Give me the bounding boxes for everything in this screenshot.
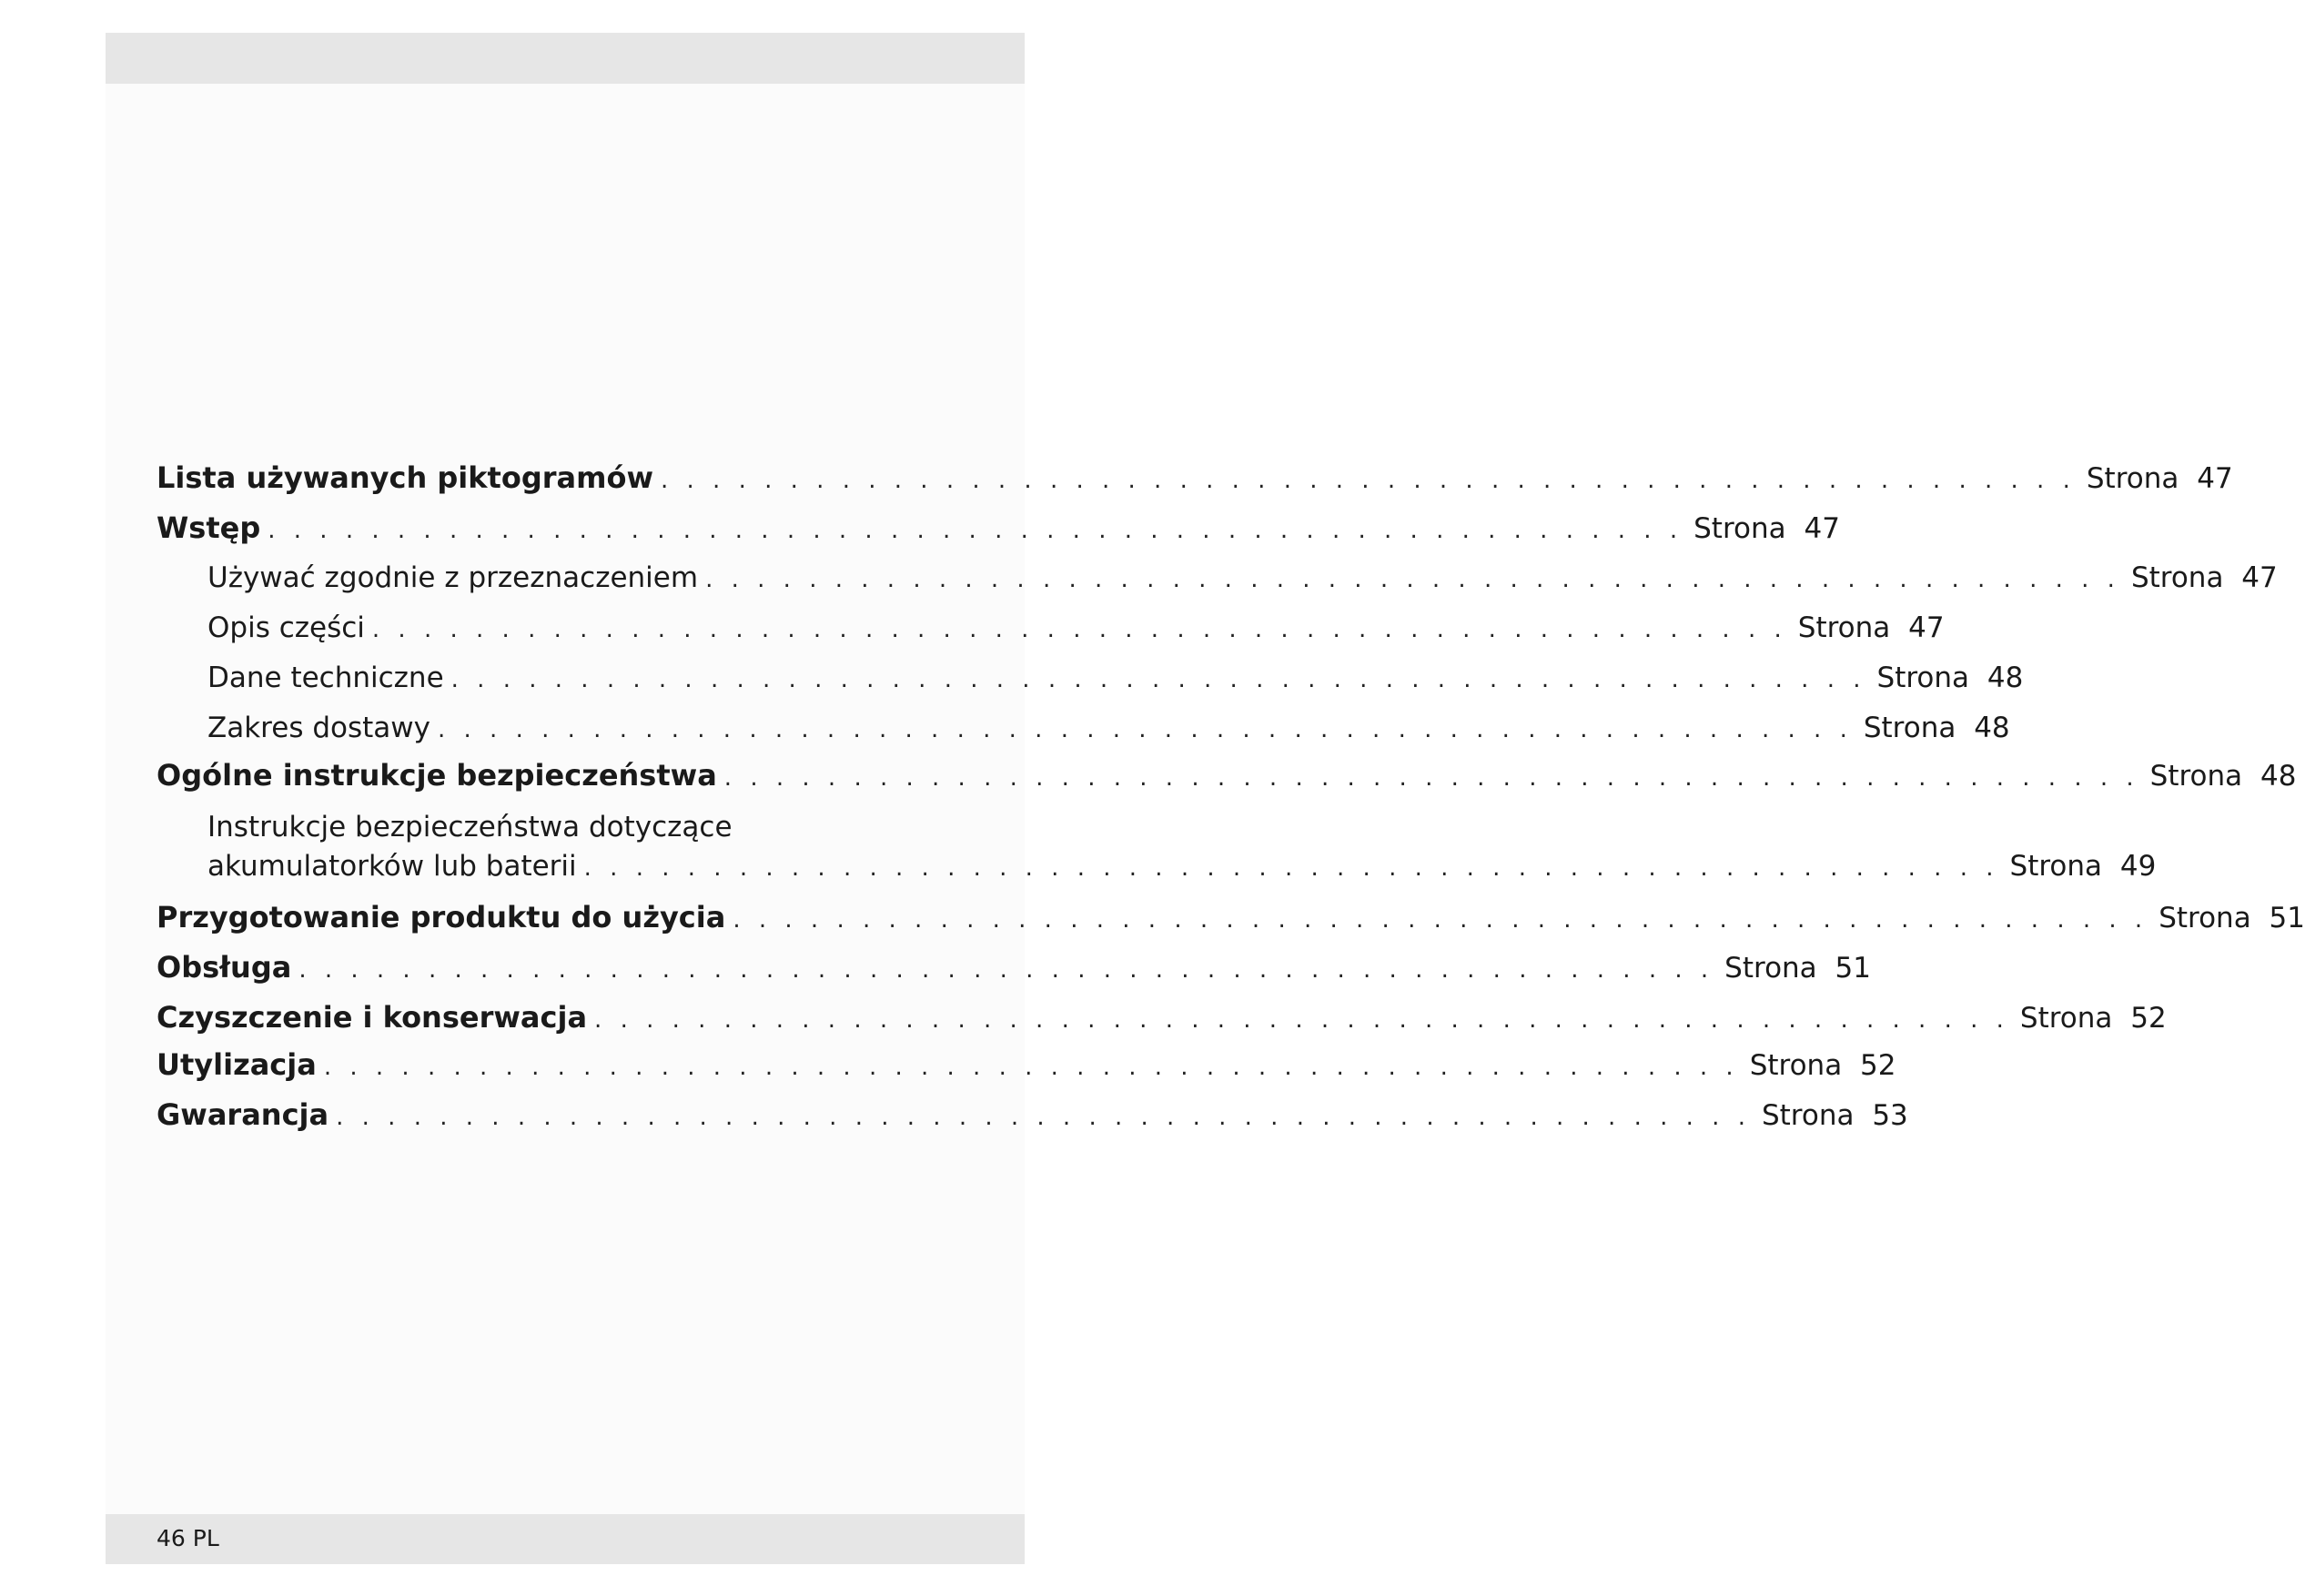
page-number: 46 PL [157,1525,219,1551]
toc-entry-page: Strona 47 [1797,611,1945,644]
toc-entry[interactable] [157,1095,1908,1135]
toc-entry[interactable] [157,1045,1896,1085]
toc-entry-title: Obsługa [157,950,292,985]
toc-leader-dots: . . . . . . . . . . . . . . . . . . . . . . . . . . . . . . . . . . . . . . . . . . . . . . . . . . . . . . . [723,764,2139,792]
page-background [106,33,1025,1564]
toc-leader-dots: . . . . . . . . . . . . . . . . . . . . . . . . . . . . . . . . . . . . . . . . . . . . . . . . . . . . . . . [583,854,1999,882]
toc-entry[interactable] [157,897,2305,937]
toc-entry[interactable] [157,458,2233,498]
toc-entry[interactable] [157,755,2297,795]
toc-entry-title: Dane techniczne [207,662,444,694]
toc-leader-dots: . . . . . . . . . . . . . . . . . . . . . . . . . . . . . . . . . . . . . . . . . . . . . . . . . . . . . . . [661,467,2076,494]
toc-subentry[interactable] [207,708,2010,748]
toc-entry-page: Strona 48 [2149,760,2297,793]
footer-bar [106,1514,1025,1564]
toc-entry-page: Strona 52 [2019,1002,2167,1035]
toc-entry[interactable] [157,947,1871,987]
toc-entry-page: Strona 53 [1761,1099,1908,1132]
toc-entry-page: Strona 51 [2158,902,2305,934]
toc-entry-page: Strona 47 [1693,512,1840,545]
toc-entry-title: Opis części [207,611,365,644]
toc-subentry[interactable] [207,846,2157,886]
header-bar [106,33,1025,84]
toc-subentry[interactable] [207,658,2024,698]
toc-subentry[interactable] [207,608,1945,648]
toc-entry-title: Gwarancja [157,1097,329,1132]
toc-entry-page: Strona 51 [1724,952,1871,985]
toc-leader-dots: . . . . . . . . . . . . . . . . . . . . . . . . . . . . . . . . . . . . . . . . . . . . . . . . . . . . . . . [336,1104,1751,1131]
toc-leader-dots: . . . . . . . . . . . . . . . . . . . . . . . . . . . . . . . . . . . . . . . . . . . . . . . . . . . . . . . [733,906,2148,934]
toc-entry-title: akumulatorków lub baterii [207,850,577,883]
toc-entry-title: Zakres dostawy [207,712,430,744]
toc-entry-page: Strona 47 [2086,462,2233,495]
toc-entry-page: Strona 52 [1749,1049,1896,1082]
toc-leader-dots: . . . . . . . . . . . . . . . . . . . . . . . . . . . . . . . . . . . . . . . . . . . . . . . . . . . . . . . [450,666,1866,693]
toc-leader-dots: . . . . . . . . . . . . . . . . . . . . . . . . . . . . . . . . . . . . . . . . . . . . . . . . . . . . . . . [705,566,2120,593]
toc-leader-dots: . . . . . . . . . . . . . . . . . . . . . . . . . . . . . . . . . . . . . . . . . . . . . . . . . . . . . . . [371,616,1787,643]
toc-entry-page: Strona 47 [2130,561,2278,594]
toc-entry-page: Strona 48 [1876,662,2024,694]
toc-entry-page: Strona 49 [2009,850,2157,883]
toc-entry[interactable] [157,997,2167,1037]
toc-subentry[interactable] [207,558,2278,598]
toc-entry[interactable] [157,508,1840,548]
toc-entry-page: Strona 48 [1863,712,2010,744]
toc-entry-title: Przygotowanie produktu do użycia [157,900,726,934]
toc-entry-title: Lista używanych piktogramów [157,460,653,495]
toc-entry-title: Czyszczenie i konserwacja [157,1000,588,1035]
toc-entry-title-line1[interactable]: Instrukcje bezpieczeństwa dotyczące [207,811,733,843]
toc-leader-dots: . . . . . . . . . . . . . . . . . . . . . . . . . . . . . . . . . . . . . . . . . . . . . . . . . . . . . . . [268,517,1683,544]
toc-leader-dots: . . . . . . . . . . . . . . . . . . . . . . . . . . . . . . . . . . . . . . . . . . . . . . . . . . . . . . . [323,1054,1739,1081]
toc-leader-dots: . . . . . . . . . . . . . . . . . . . . . . . . . . . . . . . . . . . . . . . . . . . . . . . . . . . . . . . [437,716,1853,743]
toc-leader-dots: . . . . . . . . . . . . . . . . . . . . . . . . . . . . . . . . . . . . . . . . . . . . . . . . . . . . . . . [594,1006,2009,1034]
toc-entry-title: Używać zgodnie z przeznaczeniem [207,561,699,594]
toc-leader-dots: . . . . . . . . . . . . . . . . . . . . . . . . . . . . . . . . . . . . . . . . . . . . . . . . . . . . . . . [298,956,1714,984]
toc-entry-title: Utylizacja [157,1047,317,1082]
toc-entry-title: Wstęp [157,510,261,545]
toc-entry-title: Ogólne instrukcje bezpieczeństwa [157,758,717,793]
